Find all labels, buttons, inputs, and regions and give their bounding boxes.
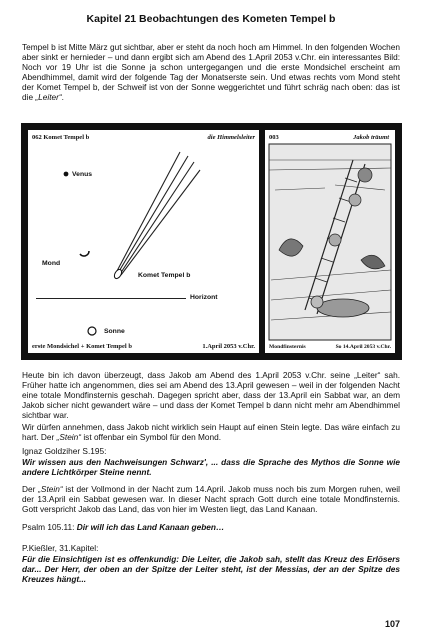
sun-label: Sonne: [104, 328, 125, 335]
sky-diagram: [28, 130, 259, 353]
venus-label: Venus: [72, 171, 93, 178]
diagram-caption: die Himmelsleiter: [207, 134, 255, 141]
diagram-footer-left: erste Mondsichel + Komet Tempel b: [32, 343, 132, 350]
comet-head: [113, 268, 123, 280]
paragraph-4-text-a: Der: [22, 484, 39, 494]
citation-kiessler: P.Kießler, 31.Kapitel:: [22, 543, 99, 553]
woodcut-number: 003: [269, 134, 279, 141]
moon-label: Mond: [42, 260, 61, 267]
paragraph-intro-text: Tempel b ist Mitte März gut sichtbar, aber er steht da noch hoch am Himmel. In den folgenden Wochen aber sinkt er hernieder – und dann ergibt sich am Abend des 1.April 2053 v.Chr. ein interessantes Bild: Noch vor 19 Uhr ist die Sonne ja schon untergegangen und die erste Mondsichel erscheint am Abendhimmel, damit wird der folgende Tag der Monatserste sein. Und etwas rechts vom Mond steht der Komet Tempel b, der Schweif ist von der Sonne weggerichtet und führt schräg nach oben: das ist die: [22, 42, 400, 103]
paragraph-3-text-b: ist offenbar ein Symbol für den Mond.: [81, 432, 222, 443]
horizon-label: Horizont: [190, 294, 218, 301]
comet-tail: [117, 152, 200, 275]
horizon-line: [36, 298, 186, 299]
comet-label: Komet Tempel b: [138, 272, 191, 279]
quote-goldziher: Wir wissen aus den Nachweisungen Schwarz', ... dass die Sprache des Mythos die Sonne wie andere Lichtkörper Steine nennt.: [22, 457, 400, 478]
paragraph-2: Heute bin ich davon überzeugt, dass Jakob am Abend des 1.April 2053 v.Chr. seine „Leiter“ sah. Früher hatte ich angenommen, dies sei am Abend des 13.April gewesen – weil in der folgenden Nacht eine totale Mondfinsternis geschah. Dagegen spricht aber, dass der 13.April ein Sabbat war, an dem Jakob sicher nicht gewandert wäre – und dass der Komet Tempel b dann nicht mehr am Abendhimmel sichtbar war.: [22, 370, 400, 421]
woodcut-panel: [265, 130, 395, 353]
citation-psalm: [22, 522, 224, 532]
paragraph-3: [22, 422, 400, 442]
psalm-quote: Dir will ich das Land Kanaan geben…: [76, 522, 225, 532]
sky-drawing: [28, 130, 259, 353]
paragraph-intro: Tempel b ist Mitte März gut sichtbar, aber er steht da noch hoch am Himmel. In den folgenden Wochen aber sinkt er hernieder – und dann ergibt sich am Abend des 1.April 2053 v.Chr. ein interessantes Bild: Noch vor 19 Uhr ist die Sonne ja schon untergegangen und die erste Mondsichel erscheint am Abendhimmel, damit wird der folgende Tag der Monatserste sein. Und etwas rechts vom Mond steht der Komet Tempel b, der Schweif ist von der Sonne weggerichtet und führt schräg nach oben: das ist die „Leiter“.: [22, 42, 400, 103]
psalm-reference: Psalm 105.11:: [22, 522, 77, 532]
paragraph-4: [22, 484, 400, 514]
diagram-number: 062: [32, 134, 42, 141]
sun-circle: [88, 327, 96, 335]
woodcut-footer-left: Mondfinsternis: [269, 344, 306, 350]
diagram-name: Komet Tempel b: [43, 134, 90, 141]
diagram-footer-right: 1.April 2053 v.Chr.: [202, 343, 255, 350]
chapter-title: Kapitel 21 Beobachtungen des Kometen Tempel b: [86, 13, 336, 25]
woodcut-caption: Jakob träumt: [353, 134, 389, 141]
moon-crescent: [80, 251, 89, 256]
jakob-dream-woodcut: [265, 130, 395, 353]
page-number: 107: [384, 619, 400, 629]
venus-dot: [64, 172, 69, 177]
citation-goldziher: Ignaz Goldziher S.195:: [22, 446, 107, 456]
paragraph-3-text-a: Wir dürfen annehmen, dass Jakob nicht wirklich sein Haupt auf einen Stein legte. Das wäre einfach zu hart. Der: [22, 422, 400, 443]
quote-leiter: „Leiter“: [35, 92, 62, 103]
woodcut-footer-right: So 14.April 2053 v.Chr.: [335, 344, 391, 350]
quote-stein-2: „Stein“: [38, 484, 63, 494]
quote-kiessler: Für die Einsichtigen ist es offenkundig: Die Leiter, die Jakob sah, stellt das Kreuz des Erlösers dar... Der Herr, der oben an der Spitze der Leiter steht, ist der Messias, der an der Spitze des Kreuzes hängt...: [22, 554, 400, 585]
quote-stein: „Stein“: [56, 432, 82, 443]
paragraph-4-text-b: ist der Vollmond in der Nacht zum 14.April. Jakob muss noch bis zum Morgen ruhen, weil der 13.April ein Sabbat gewesen war. In dieser Nacht sprach Gott durch eine totale Mondfinsternis. Gott verspricht Jakob das Land, das von hier im Westen liegt, das Land Kanaan.: [22, 484, 400, 515]
figure-panel: [21, 123, 402, 360]
